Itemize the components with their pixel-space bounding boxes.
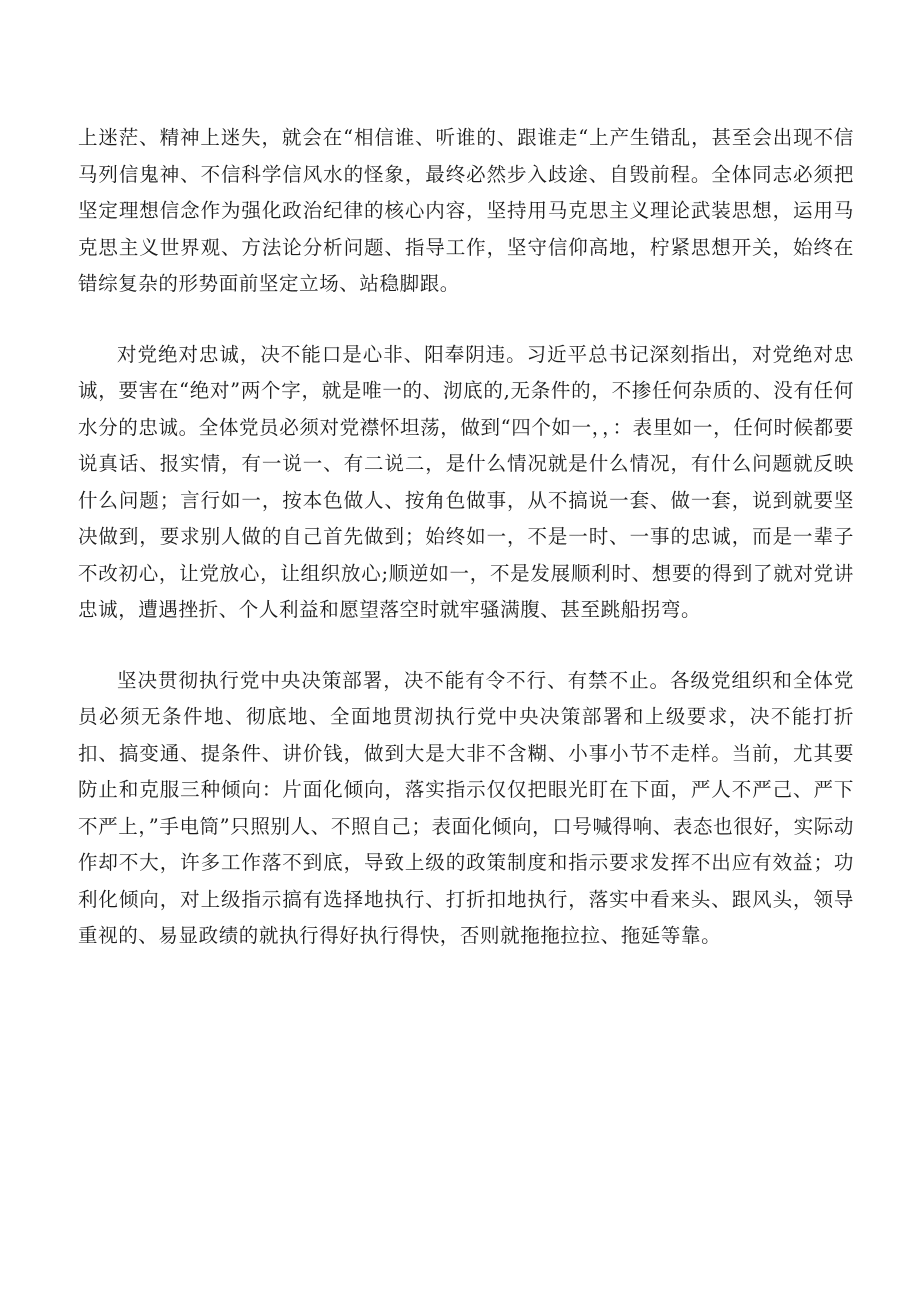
document-body xyxy=(78,120,854,955)
paragraph-loyalty: 对党绝对忠诚，决不能口是心非、阳奉阴违。习近平总书记深刻指出，对党绝对忠诚，要害在“绝对”两个字，就是唯一的、沏底的,无条件的，不掺任何杂质的、没有任何水分的忠诚。全体党员必须对党襟怀坦荡，做到“四个如一，，：表里如一，任何时候都要说真话、报实情，有一说一、有二说二，是什么情况就是什么情况，有什么问题就反映什么问题；言行如一，按本色做人、按角色做事，从不搞说一套、做一套，说到就要坚决做到，要求别人做的自己首先做到；始终如一，不是一时、一事的忠诚，而是一辈子不改初心，让党放心，让组织放心;顺逆如一，不是发展顺利时、想要的得到了就对党讲忠诚，遭遇挫折、个人利益和愿望落空时就牢骚满腹、甚至跳船拐弯。 xyxy=(78,342,854,621)
paragraph-continuation: 上迷茫、精神上迷失，就会在“相信谁、听谁的、跟谁走“上产生错乱，甚至会出现不信马列信鬼神、不信科学信风水的怪象，最终必然步入歧途、自毁前程。全体同志必须把坚定理想信念作为强化政治纪律的核心内容，坚持用马克思主义理论武装思想，运用马克思主义世界观、方法论分析问题、指导工作，坚守信仰高地，柠紧思想开关，始终在错综复杂的形势面前坚定立场、站稳脚跟。 xyxy=(78,126,854,295)
paragraph-implementation: 坚决贯彻执行党中央决策部署，决不能有令不行、有禁不止。各级党组织和全体党员必须无条件地、彻底地、全面地贯沏执行党中央决策部署和上级要求，决不能打折扣、搞变通、提条件、讲价钱，做到大是大非不含糊、小事小节不走样。当前，尤其要防止和克服三种倾向：片面化倾向，落实指示仅仅把眼光盯在下面，严人不严己、严下不严上，”手电筒”只照别人、不照自己；表面化倾向，口号喊得响、表态也很好，实际动作却不大，许多工作落不到底，导致上级的政策制度和指示要求发挥不出应有效益；功利化倾向，对上级指示搞有选择地执行、打折扣地执行，落实中看来头、跟风头，领导重视的、易显政绩的就执行得好执行得快，否则就拖拖拉拉、拖延等靠。 xyxy=(78,668,854,947)
